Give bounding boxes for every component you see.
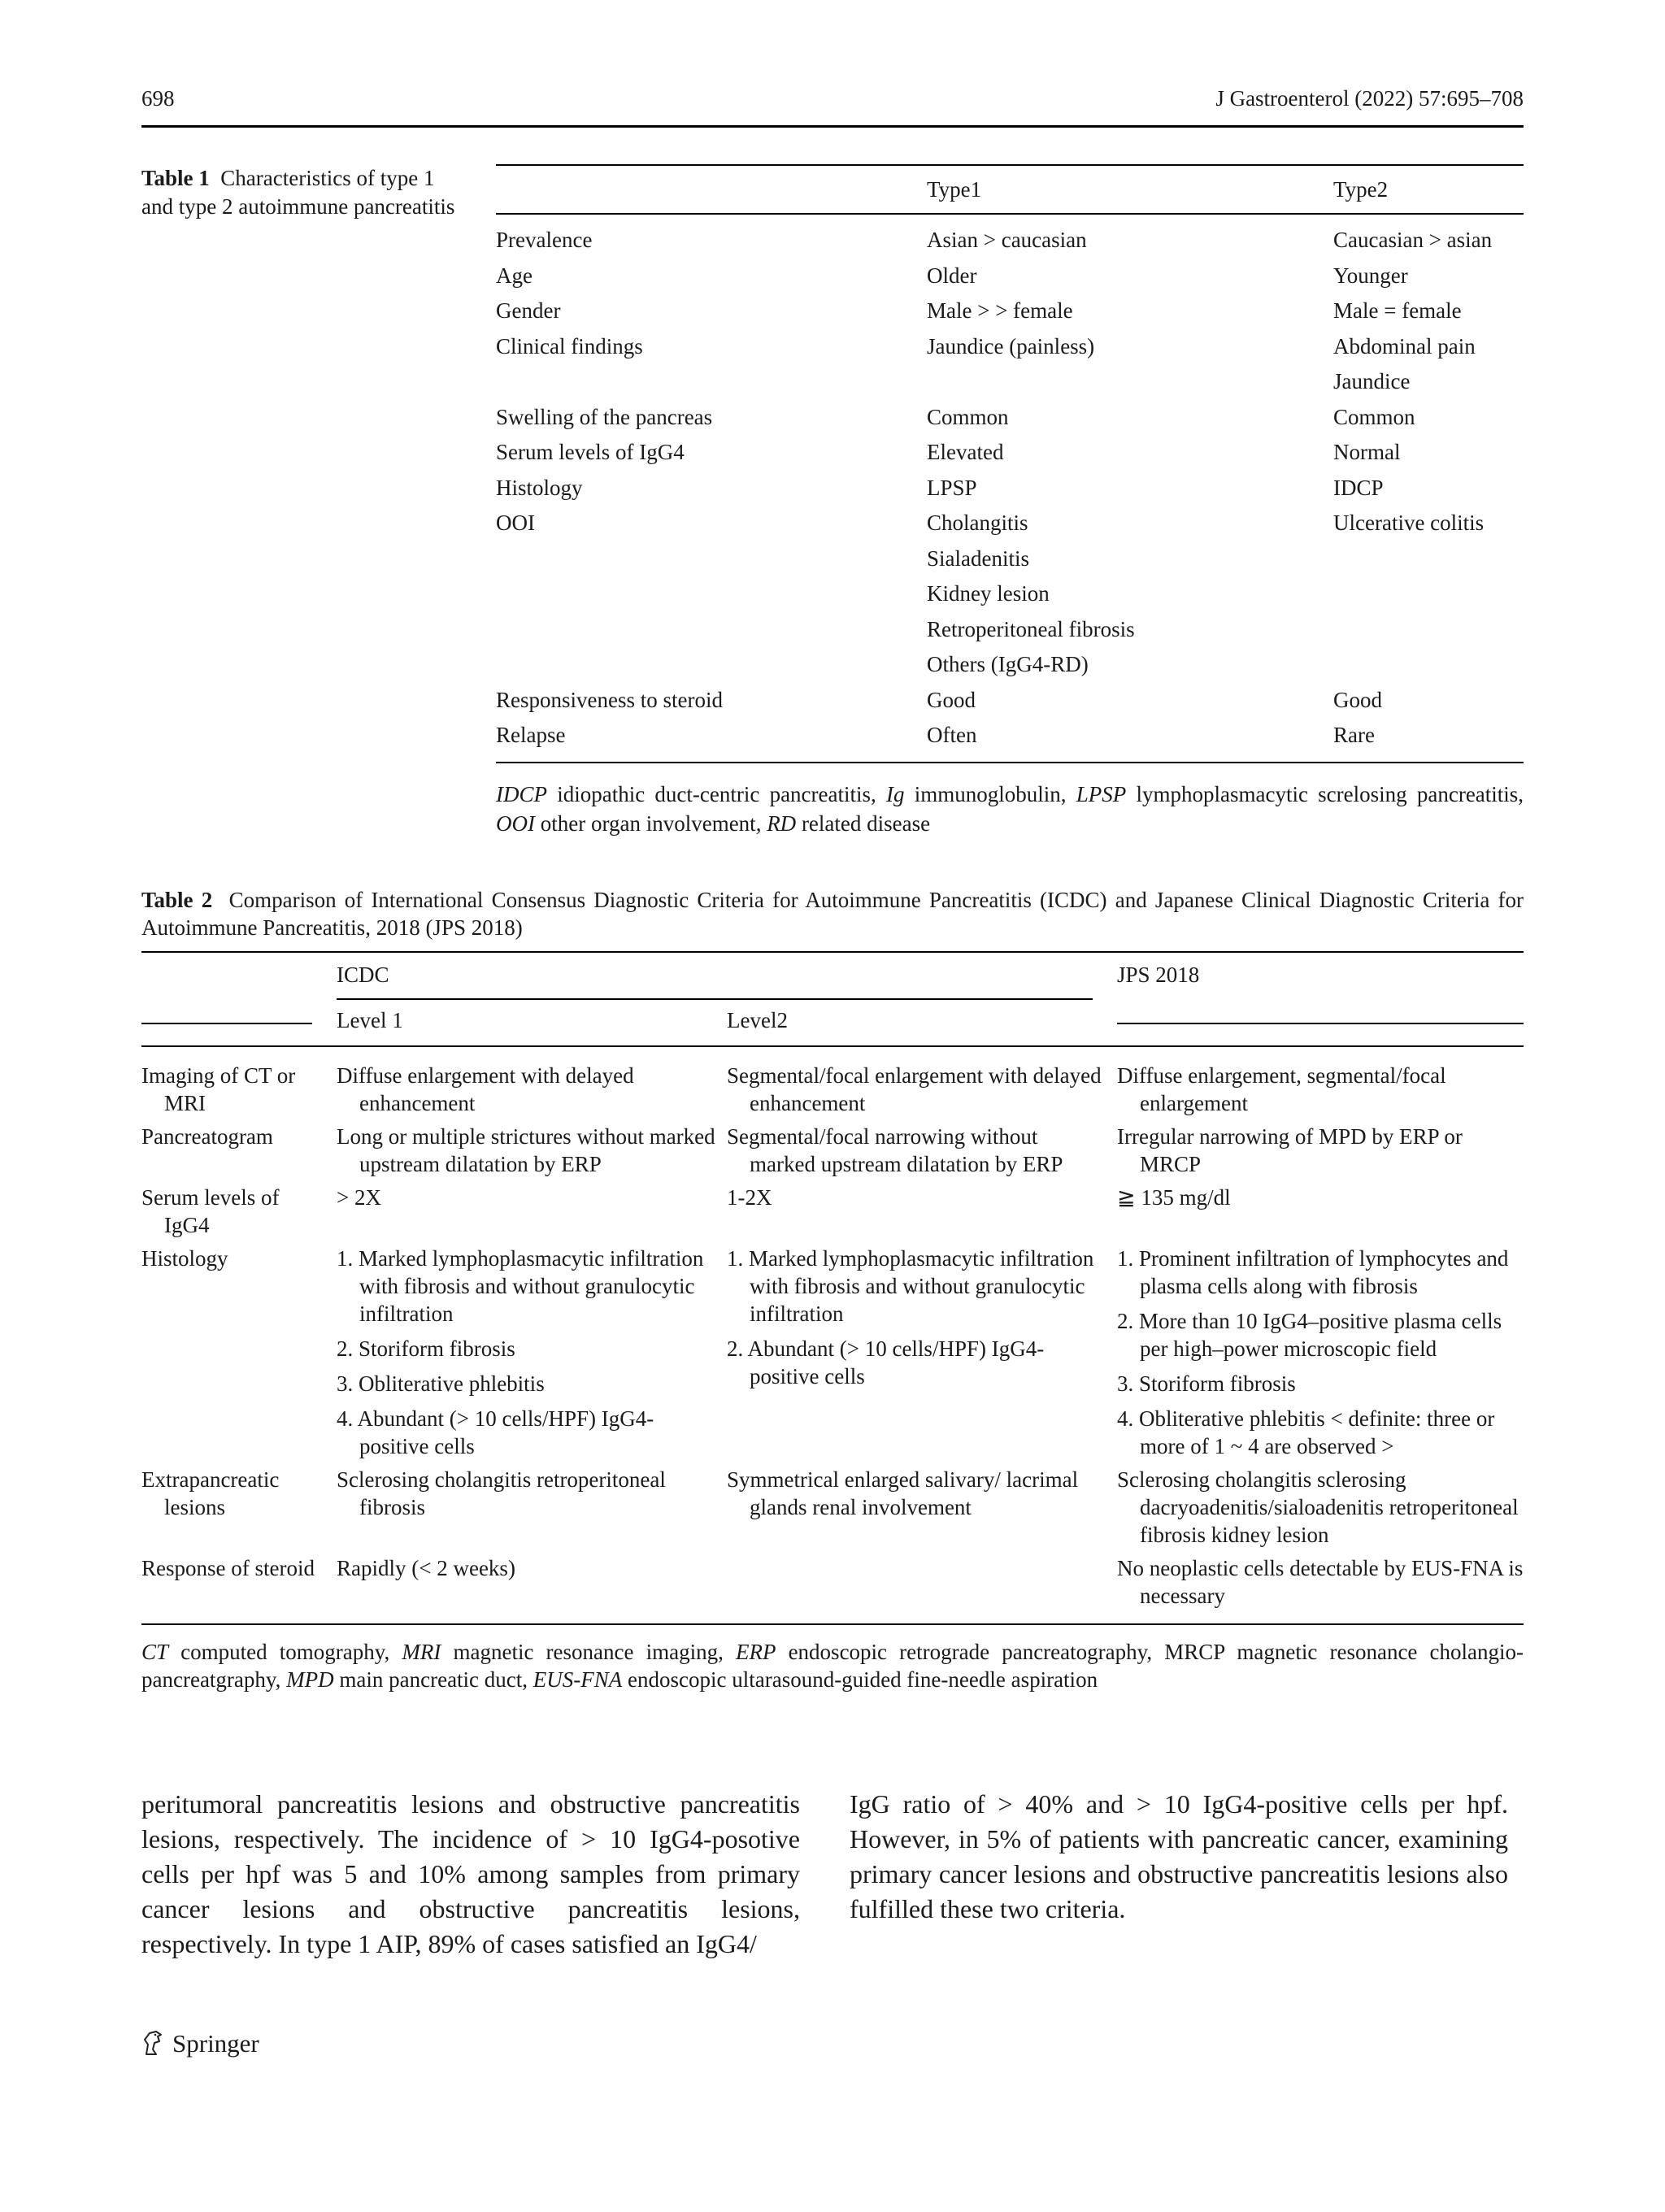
cell-line: Serum levels of IgG4 xyxy=(496,440,685,464)
footnote-def: other organ involvement, xyxy=(540,810,762,836)
footnote-abbr: ERP xyxy=(735,1640,776,1664)
cell-line: Male > > female xyxy=(927,298,1073,323)
table2-jps-cell xyxy=(1117,1245,1524,1460)
cell-paragraph: Sclerosing cholangitis retroperitoneal fibrosis xyxy=(337,1467,666,1519)
table-row xyxy=(496,471,1524,506)
table2-label: Table 2 xyxy=(141,888,213,912)
table-row xyxy=(141,1123,1524,1178)
table1-body xyxy=(496,215,1524,763)
table1-type1-cell xyxy=(927,223,1333,259)
cell-line: Clinical findings xyxy=(496,333,643,359)
table2-item-cell xyxy=(141,1123,337,1178)
cell-paragraph: > 2X xyxy=(337,1185,381,1210)
table2-level2-cell xyxy=(727,1123,1117,1178)
page-number: 698 xyxy=(141,86,175,111)
table1-type2-cell xyxy=(1333,471,1524,506)
table2-level2-cell xyxy=(727,1062,1117,1117)
table2-jps-cell xyxy=(1117,1184,1524,1239)
table2-header-jps: JPS 2018 xyxy=(1117,963,1200,987)
table1-type1-cell xyxy=(927,259,1333,294)
cell-paragraph: No neoplastic cells detectable by EUS-FNA is necessary xyxy=(1117,1556,1524,1608)
table1-type1-cell xyxy=(927,329,1333,400)
cell-paragraph: 3. Obliterative phlebitis xyxy=(337,1371,545,1396)
table-row xyxy=(496,223,1524,259)
table2-header-level2: Level2 xyxy=(727,1008,788,1032)
table2-level2-cell xyxy=(727,1184,1117,1239)
table1-type2-cell xyxy=(1333,223,1524,259)
cell-line: Ulcerative colitis xyxy=(1333,511,1485,535)
cell-line: Responsiveness to steroid xyxy=(496,687,723,712)
table1-header-row xyxy=(496,166,1524,215)
cell-line: Good xyxy=(1333,687,1382,712)
table2-jps-rule xyxy=(1117,1023,1524,1024)
table1-feature-cell xyxy=(496,400,927,436)
table2-header-level1: Level 1 xyxy=(337,1008,403,1032)
footnote-def: endoscopic retrograde pancreatography, xyxy=(788,1640,1153,1664)
table2-jps-cell xyxy=(1117,1062,1524,1117)
table2-level2-cell xyxy=(727,1245,1117,1460)
cell-line: Swelling of the pancreas xyxy=(496,404,713,429)
cell-line: Sialadenitis xyxy=(927,545,1029,571)
table1-feature-cell xyxy=(496,223,927,259)
cell-paragraph: 2. More than 10 IgG4–positive plasma cells per high–power microscopic field xyxy=(1117,1309,1502,1361)
table1-caption xyxy=(141,164,459,221)
table1-header-type2: Type2 xyxy=(1333,176,1389,202)
cell-paragraph: Segmental/focal enlargement with delayed enhancement xyxy=(727,1063,1102,1115)
body-text-left-column: peritumoral pancreatitis lesions and obstructive pancreatitis lesions, respectively. The incidence of > 10 IgG4-posotive cells per hpf was 5 and 10% among samples from primary cancer lesions and obstructive pancreatitis lesions, respectively. In type 1 AIP, 89% of cases satisfied an IgG4/ xyxy=(141,1789,800,1958)
journal-citation: J Gastroenterol (2022) 57:695–708 xyxy=(1215,86,1524,111)
cell-paragraph: 4. Obliterative phlebitis < definite: three or more of 1 ~ 4 are observed > xyxy=(1117,1406,1495,1458)
cell-line: Kidney lesion xyxy=(927,581,1050,606)
table1-feature-cell xyxy=(496,259,927,294)
table2-item-cell xyxy=(141,1184,337,1239)
table1-feature-cell xyxy=(496,471,927,506)
cell-paragraph: Extrapancreatic lesions xyxy=(141,1467,280,1519)
cell-paragraph: Long or multiple strictures without marked upstream dilatation by ERP xyxy=(337,1124,715,1176)
footnote-abbr: IDCP xyxy=(496,781,547,806)
table1-type2-cell xyxy=(1333,329,1524,400)
table1-type1-cell xyxy=(927,683,1333,719)
cell-paragraph: 2. Storiform fibrosis xyxy=(337,1336,515,1361)
table2-level1-cell xyxy=(337,1062,727,1117)
cell-paragraph: 1. Marked lymphoplasmacytic infiltration with fibrosis and without granulocytic infiltration xyxy=(727,1246,1094,1326)
table1-type2-cell xyxy=(1333,506,1524,683)
cell-line: Retroperitoneal fibrosis xyxy=(927,616,1135,641)
table1-feature-cell xyxy=(496,683,927,719)
footnote-abbr: MRCP xyxy=(1164,1640,1225,1664)
table-row xyxy=(496,683,1524,719)
cell-line: Jaundice (painless) xyxy=(927,333,1095,359)
cell-paragraph: Serum levels of IgG4 xyxy=(141,1185,280,1237)
table-row xyxy=(496,400,1524,436)
cell-line: OOI xyxy=(496,511,535,535)
cell-line: Jaundice xyxy=(1333,369,1411,393)
cell-line: Normal xyxy=(1333,440,1401,464)
footnote-abbr: RD xyxy=(767,810,797,836)
cell-paragraph: Symmetrical enlarged salivary/ lacrimal glands renal involvement xyxy=(727,1467,1079,1519)
table2-header xyxy=(141,951,1524,1047)
footnote-abbr: OOI xyxy=(496,810,535,836)
table2-item-cell xyxy=(141,1245,337,1460)
table2-caption xyxy=(141,886,1524,941)
footnote-abbr: EUS-FNA xyxy=(533,1667,623,1692)
table2-icdc-span-rule xyxy=(337,998,1093,1000)
cell-line: Others (IgG4-RD) xyxy=(927,652,1089,676)
footnote-abbr: MRI xyxy=(402,1640,441,1664)
table2-jps-cell xyxy=(1117,1123,1524,1178)
table2-level1-cell xyxy=(337,1466,727,1549)
table-row xyxy=(141,1062,1524,1117)
cell-line: IDCP xyxy=(1333,475,1384,500)
cell-line: Caucasian > asian xyxy=(1333,228,1493,252)
table-row xyxy=(496,329,1524,400)
cell-line: Good xyxy=(927,687,976,712)
cell-line: Age xyxy=(496,263,533,288)
table1-caption-text: Characteristics of type 1 and type 2 autoimmune pancreatitis xyxy=(141,166,455,219)
table2 xyxy=(141,951,1524,1693)
cell-paragraph: Diffuse enlargement with delayed enhancement xyxy=(337,1063,634,1115)
cell-paragraph: Rapidly (< 2 weeks) xyxy=(337,1556,515,1580)
cell-line: Common xyxy=(927,404,1009,429)
cell-paragraph: 1. Prominent infiltration of lymphocytes and plasma cells along with fibrosis xyxy=(1117,1246,1509,1298)
cell-line: Often xyxy=(927,723,977,747)
table1-type2-cell xyxy=(1333,683,1524,719)
table1-type1-cell xyxy=(927,471,1333,506)
table-row xyxy=(496,293,1524,329)
cell-line: Prevalence xyxy=(496,228,593,252)
table2-level1-cell xyxy=(337,1554,727,1610)
cell-paragraph: 1. Marked lymphoplasmacytic infiltration with fibrosis and without granulocytic infiltration xyxy=(337,1246,704,1326)
cell-line: Gender xyxy=(496,298,561,323)
table2-caption-text: Comparison of International Consensus Diagnostic Criteria for Autoimmune Pancreatitis (ICDC) and Japanese Clinical Diagnostic Criteria for Autoimmune Pancreatitis, 2018 (JPS 2018) xyxy=(141,888,1524,940)
table1-feature-cell xyxy=(496,329,927,400)
cell-line: Rare xyxy=(1333,723,1375,747)
table2-footnote xyxy=(141,1638,1524,1693)
footnote-def: magnetic resonance imaging, xyxy=(453,1640,724,1664)
cell-line: Histology xyxy=(496,475,583,500)
springer-horse-icon xyxy=(141,2030,166,2058)
table1-type2-cell xyxy=(1333,259,1524,294)
footnote-abbr: LPSP xyxy=(1076,781,1127,806)
table1-type1-cell xyxy=(927,506,1333,683)
footnote-abbr: CT xyxy=(141,1640,169,1664)
cell-line: Abdominal pain xyxy=(1333,333,1476,359)
table1-type2-cell xyxy=(1333,718,1524,754)
table2-level1-cell xyxy=(337,1123,727,1178)
cell-paragraph: Irregular narrowing of MPD by ERP or MRCP xyxy=(1117,1124,1463,1176)
table-row xyxy=(496,435,1524,471)
cell-paragraph: Diffuse enlargement, segmental/focal enlargement xyxy=(1117,1063,1446,1115)
table2-item-cell xyxy=(141,1466,337,1549)
table-row xyxy=(496,506,1524,683)
cell-line: Male = female xyxy=(1333,298,1462,323)
cell-line: Relapse xyxy=(496,723,566,747)
table1-type1-cell xyxy=(927,718,1333,754)
table-row xyxy=(141,1554,1524,1610)
table2-level2-cell xyxy=(727,1466,1117,1549)
table2-level1-cell xyxy=(337,1184,727,1239)
table2-item-cell xyxy=(141,1554,337,1610)
cell-paragraph: Pancreatogram xyxy=(141,1124,273,1149)
footnote-abbr: MPD xyxy=(286,1667,334,1692)
cell-line: Common xyxy=(1333,404,1415,429)
table1-header-type1: Type1 xyxy=(927,176,982,202)
footnote-def: related disease xyxy=(801,810,931,836)
table1-feature-cell xyxy=(496,293,927,329)
table1-type1-cell xyxy=(927,293,1333,329)
footnote-def: immunoglobulin, xyxy=(914,781,1067,806)
table2-header-icdc: ICDC xyxy=(337,963,389,987)
table1-feature-cell xyxy=(496,718,927,754)
footnote-def: idiopathic duct-centric pancreatitis, xyxy=(557,781,876,806)
table1-type2-cell xyxy=(1333,293,1524,329)
footnote-def: magnetic resonance cholangio-pancreatgraphy, xyxy=(141,1640,1524,1692)
table-row xyxy=(141,1184,1524,1239)
table-row xyxy=(496,259,1524,294)
table2-body xyxy=(141,1047,1524,1625)
table1 xyxy=(496,164,1524,838)
cell-paragraph: 3. Storiform fibrosis xyxy=(1117,1371,1296,1396)
cell-paragraph: Imaging of CT or MRI xyxy=(141,1063,296,1115)
body-text-right-column: IgG ratio of > 40% and > 10 IgG4-positive cells per hpf. However, in 5% of patients with pancreatic cancer, examining primary cancer lesions and obstructive pancreatitis lesions also fulfilled these two criteria. xyxy=(850,1789,1508,1923)
table1-feature-cell xyxy=(496,435,927,471)
cell-paragraph: 4. Abundant (> 10 cells/HPF) IgG4-positive cells xyxy=(337,1406,654,1458)
table-row xyxy=(496,718,1524,754)
table1-footnote xyxy=(496,780,1524,838)
footnote-def: lymphoplasmacytic screlosing pancreatitis, xyxy=(1136,781,1524,806)
cell-paragraph: Histology xyxy=(141,1246,228,1271)
footnote-abbr: Ig xyxy=(886,781,905,806)
cell-paragraph: Sclerosing cholangitis sclerosing dacryoadenitis/sialoadenitis retroperitoneal fibrosis kidney lesion xyxy=(1117,1467,1519,1547)
table2-jps-cell xyxy=(1117,1466,1524,1549)
cell-paragraph: Segmental/focal narrowing without marked upstream dilatation by ERP xyxy=(727,1124,1063,1176)
table-row xyxy=(141,1466,1524,1549)
table1-type2-cell xyxy=(1333,400,1524,436)
cell-line: Younger xyxy=(1333,263,1408,288)
cell-paragraph: ≧ 135 mg/dl xyxy=(1117,1185,1231,1210)
table2-item-cell xyxy=(141,1062,337,1117)
cell-paragraph: 2. Abundant (> 10 cells/HPF) IgG4-positive cells xyxy=(727,1336,1045,1388)
publisher-name: Springer xyxy=(172,2029,259,2058)
publisher-footer xyxy=(141,2029,259,2058)
cell-line: Asian > caucasian xyxy=(927,228,1087,252)
table1-type1-cell xyxy=(927,400,1333,436)
table1-feature-cell xyxy=(496,506,927,683)
table2-jps-cell xyxy=(1117,1554,1524,1610)
cell-paragraph: 1-2X xyxy=(727,1185,772,1210)
cell-line: LPSP xyxy=(927,475,977,500)
table-row xyxy=(141,1245,1524,1460)
footnote-def: computed tomography, xyxy=(180,1640,390,1664)
table2-stub-rule xyxy=(141,1023,312,1024)
cell-paragraph: Response of steroid xyxy=(141,1556,315,1580)
footnote-def: endoscopic ultarasound-guided fine-needle aspiration xyxy=(628,1667,1098,1692)
table1-type1-cell xyxy=(927,435,1333,471)
table2-level1-cell xyxy=(337,1245,727,1460)
table1-type2-cell xyxy=(1333,435,1524,471)
footnote-def: main pancreatic duct, xyxy=(339,1667,528,1692)
cell-line: Cholangitis xyxy=(927,511,1028,535)
header-rule xyxy=(141,125,1524,128)
cell-line: Elevated xyxy=(927,440,1004,464)
table2-level2-cell xyxy=(727,1554,1117,1610)
cell-line: Older xyxy=(927,263,977,288)
table1-label: Table 1 xyxy=(141,166,210,190)
